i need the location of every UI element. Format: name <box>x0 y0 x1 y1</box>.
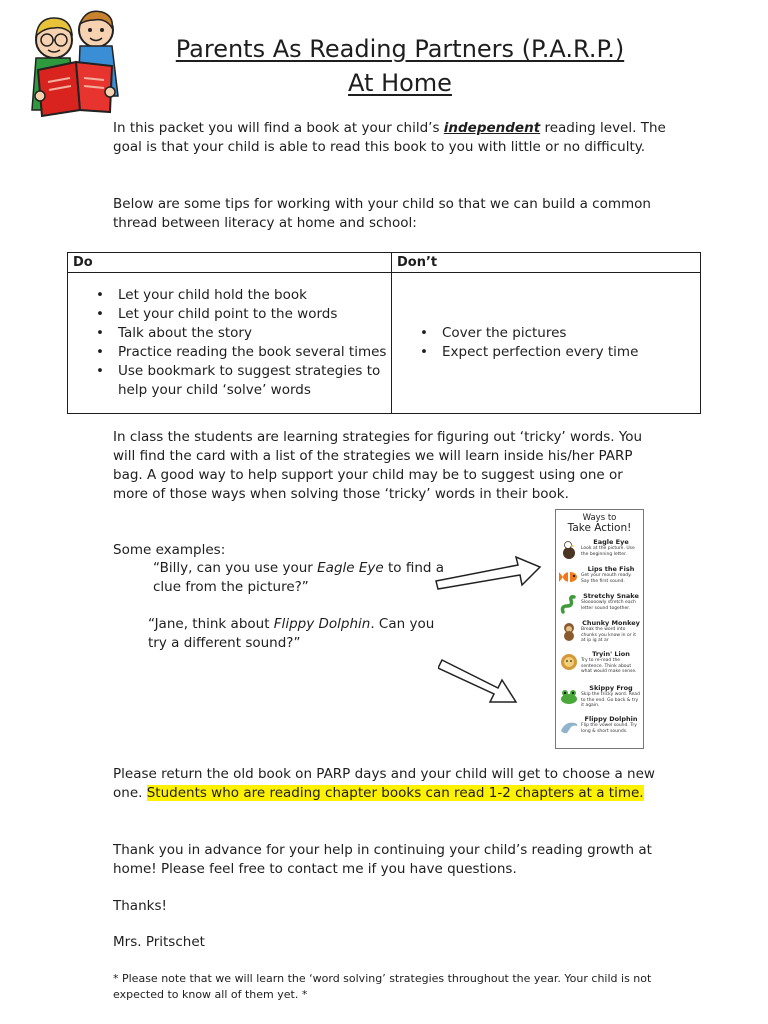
example-1-start: “Billy, can you use your <box>153 560 318 576</box>
footnote: * Please note that we will learn the ‘word solving’ strategies throughout the year. Your child is not expected to know all of them yet. * <box>113 972 652 1001</box>
strategy-item <box>559 684 641 710</box>
do-header: Do <box>68 253 392 273</box>
eagle-eye-italic: Eagle Eye <box>317 560 384 576</box>
strategy-desc: Get your mouth ready. Say the first sound. <box>581 573 632 584</box>
kids-reading-book-logo <box>20 6 132 118</box>
tips-intro-paragraph: Below are some tips for working with your child so that we can build a common thread between literacy at home and school: <box>113 196 651 231</box>
signature: Mrs. Pritschet <box>113 934 205 950</box>
strategy-desc: Look at the picture. Use the beginning letter. <box>581 546 635 557</box>
dont-item: • Cover the pictures <box>442 324 699 343</box>
page-title <box>130 32 670 100</box>
title-line-2: At Home <box>348 69 452 97</box>
dont-item: • Expect perfection every time <box>442 343 699 362</box>
do-cell <box>68 273 392 414</box>
fish-icon <box>559 567 579 587</box>
bookmark-title-line-2: Take Action! <box>567 522 632 534</box>
intro-text-start: In this packet you will find a book at your child’s <box>113 120 444 136</box>
do-dont-table <box>67 252 701 414</box>
strategies-paragraph: In class the students are learning strategies for figuring out ‘tricky’ words. You will find the card with a list of the strategies we will learn inside his/her PARP bag. A good way to help support your child may be to suggest using one or more of those ways when solving those ‘tricky’ words in their book. <box>113 429 643 502</box>
monkey-icon <box>559 621 579 641</box>
example-flippy-dolphin <box>148 615 438 653</box>
bookmark-title-line-1: Ways to <box>582 513 617 523</box>
do-item: • Let your child point to the words <box>118 305 390 324</box>
strategy-desc: Skip the tricky word. Read to the end. Go back & try it again. <box>581 692 640 708</box>
strategy-item <box>559 715 641 741</box>
independent-emphasis: independent <box>443 120 541 136</box>
strategy-name: Tryin' Lion <box>592 650 630 658</box>
ways-to-take-action-bookmark <box>555 509 644 749</box>
strategy-desc: Slooooowly stretch each letter sound together. <box>581 600 636 611</box>
strategy-item <box>559 538 641 564</box>
strategy-item <box>559 650 641 676</box>
example-eagle-eye <box>153 559 453 597</box>
strategy-name: Flippy Dolphin <box>584 715 638 723</box>
dont-cell <box>392 273 701 414</box>
lion-icon <box>559 652 579 672</box>
strategy-item <box>559 565 641 591</box>
intro-text-end: reading level. The goal is that your child is able to read this book to you with little or no difficulty. <box>113 120 666 155</box>
bookmark-title <box>556 513 643 533</box>
example-1-end: to find a clue from the picture?” <box>153 560 445 595</box>
strategy-name: Lips the Fish <box>587 565 635 573</box>
examples-heading: Some examples: <box>113 542 226 558</box>
snake-icon <box>559 594 579 614</box>
do-list <box>69 286 390 400</box>
arrow-right-down-icon <box>438 652 520 708</box>
closing-thanks: Thanks! <box>113 898 167 914</box>
do-item: • Use bookmark to suggest strategies to help your child ‘solve’ words <box>118 362 390 400</box>
do-item: • Talk about the story <box>118 324 390 343</box>
strategy-desc: Flip the vowel sound. Try long & short sounds. <box>581 723 637 734</box>
do-item: • Let your child hold the book <box>118 286 390 305</box>
chapter-books-highlight: Students who are reading chapter books can read 1-2 chapters at a time. <box>146 785 644 801</box>
strategy-name: Stretchy Snake <box>583 592 639 600</box>
eagle-icon <box>559 540 579 560</box>
thanks-paragraph: Thank you in advance for your help in continuing your child’s reading growth at home! Please feel free to contact me if you have questions. <box>113 842 652 877</box>
strategy-name: Chunky Monkey <box>582 619 640 627</box>
intro-paragraph <box>113 119 673 157</box>
example-2-start: “Jane, think about <box>148 616 274 632</box>
strategy-name: Skippy Frog <box>589 684 633 692</box>
return-text: Please return the old book on PARP days and your child will get to choose a new one. <box>113 766 655 801</box>
strategy-item <box>559 619 641 645</box>
strategy-name: Eagle Eye <box>593 538 629 546</box>
arrow-right-up-icon <box>432 553 544 593</box>
dont-header: Don’t <box>392 253 701 273</box>
title-line-1: Parents As Reading Partners (P.A.R.P.) <box>175 35 625 63</box>
strategy-desc: Break the word into chunks you know in or it at ip ig at ar <box>581 627 637 643</box>
dolphin-icon <box>559 717 579 737</box>
strategy-desc: Try to re-read the sentence. Think about what would make sense. <box>581 658 637 674</box>
frog-icon <box>559 686 579 706</box>
return-book-paragraph <box>113 765 665 803</box>
strategy-item <box>559 592 641 618</box>
do-item: • Practice reading the book several times <box>118 343 390 362</box>
flippy-dolphin-italic: Flippy Dolphin <box>273 616 371 632</box>
dont-list <box>393 324 699 362</box>
example-2-end: . Can you try a different sound?” <box>148 616 435 651</box>
